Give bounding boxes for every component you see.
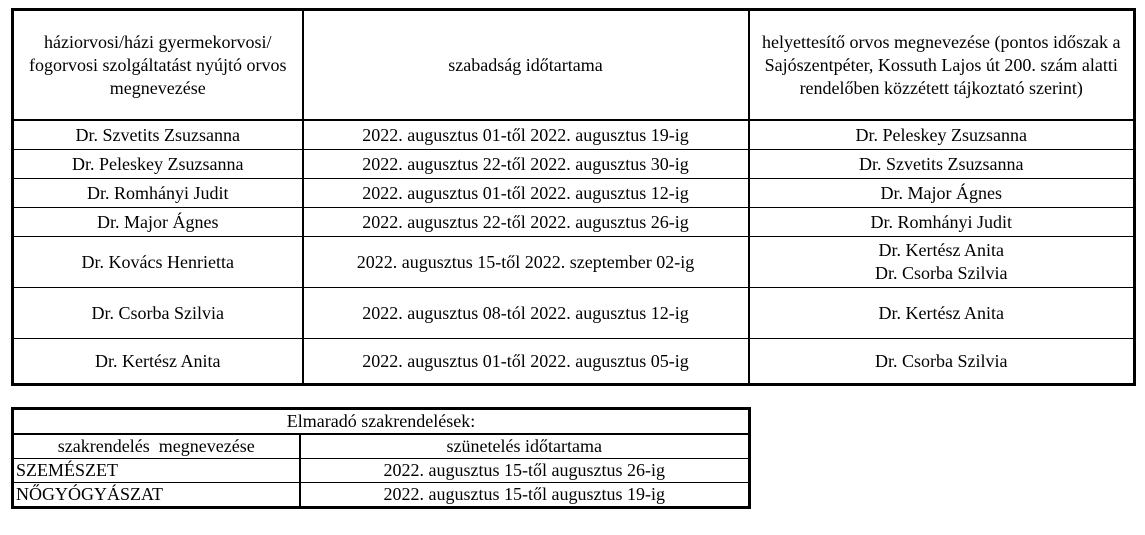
doctor-name: Dr. Csorba Szilvia <box>13 288 303 339</box>
substitute-name: Dr. Csorba Szilvia <box>749 339 1135 385</box>
table-row <box>13 288 1135 339</box>
substitute-names <box>749 237 1135 288</box>
specialist-table-title: Elmaradó szakrendelések: <box>13 409 750 435</box>
table-row <box>13 339 1135 385</box>
specialist-header-row <box>13 434 750 459</box>
header-leave-period: szabadság időtartama <box>303 10 749 121</box>
specialty-name: SZEMÉSZET <box>13 459 300 483</box>
closure-period: 2022. augusztus 15-től augusztus 19-ig <box>300 483 750 508</box>
table-row <box>13 237 1135 288</box>
doctor-name: Dr. Peleskey Zsuzsanna <box>13 150 303 179</box>
substitute-name: Dr. Szvetits Zsuzsanna <box>749 150 1135 179</box>
leave-period: 2022. augusztus 22-től 2022. augusztus 26-ig <box>303 208 749 237</box>
header-substitute: helyettesítő orvos megnevezése (pontos időszak a Sajószentpéter, Kossuth Lajos út 200. szám alatti rendelőben közzétett tájkoztató szerint) <box>749 10 1135 121</box>
header-specialty: szakrendelés megnevezése <box>13 434 300 459</box>
doctor-name: Dr. Kovács Henrietta <box>13 237 303 288</box>
substitute-name: Dr. Kertész Anita <box>749 288 1135 339</box>
table-row <box>13 208 1135 237</box>
header-doctor: háziorvosi/házi gyermekorvosi/ fogorvosi szolgáltatást nyújtó orvos megnevezése <box>13 10 303 121</box>
substitute-name: Dr. Major Ágnes <box>749 179 1135 208</box>
table-row <box>13 459 750 483</box>
doctor-name: Dr. Kertész Anita <box>13 339 303 385</box>
leave-period: 2022. augusztus 08-tól 2022. augusztus 12-ig <box>303 288 749 339</box>
closure-period: 2022. augusztus 15-től augusztus 26-ig <box>300 459 750 483</box>
leave-period: 2022. augusztus 22-től 2022. augusztus 30-ig <box>303 150 749 179</box>
specialty-name: NŐGYÓGYÁSZAT <box>13 483 300 508</box>
substitute-name: Dr. Peleskey Zsuzsanna <box>749 120 1135 150</box>
doctor-name: Dr. Romhányi Judit <box>13 179 303 208</box>
header-closure-period: szünetelés időtartama <box>300 434 750 459</box>
table-row <box>13 179 1135 208</box>
substitute-name: Dr. Romhányi Judit <box>749 208 1135 237</box>
table-row <box>13 483 750 508</box>
leave-period: 2022. augusztus 01-től 2022. augusztus 12-ig <box>303 179 749 208</box>
table-row <box>13 120 1135 150</box>
substitute-name: Dr. Kertész Anita <box>878 240 1004 260</box>
doctor-leave-table <box>11 8 1136 386</box>
doctor-name: Dr. Szvetits Zsuzsanna <box>13 120 303 150</box>
leave-period: 2022. augusztus 01-től 2022. augusztus 05-ig <box>303 339 749 385</box>
specialist-closure-table <box>11 407 751 509</box>
leave-period: 2022. augusztus 01-től 2022. augusztus 19-ig <box>303 120 749 150</box>
doctor-name: Dr. Major Ágnes <box>13 208 303 237</box>
leave-period: 2022. augusztus 15-től 2022. szeptember 02-ig <box>303 237 749 288</box>
specialist-title-row <box>13 409 750 435</box>
substitute-name: Dr. Csorba Szilvia <box>875 263 1008 283</box>
table-header-row <box>13 10 1135 121</box>
table-row <box>13 150 1135 179</box>
